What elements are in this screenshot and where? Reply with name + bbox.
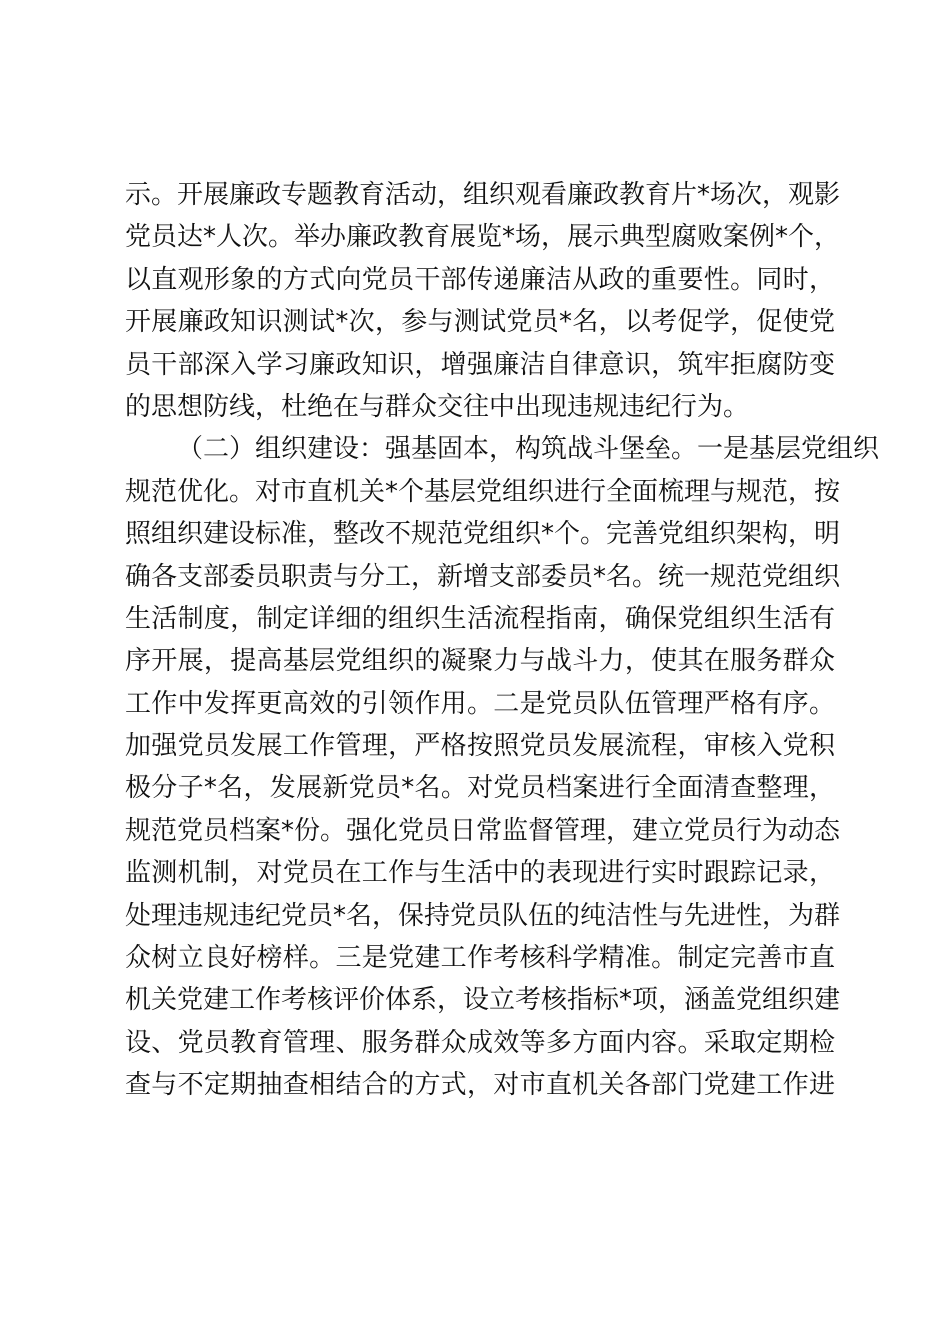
paragraph2-line-10: 规范党员档案*份。强化党员日常监督管理，建立党员行为动态 — [125, 815, 841, 846]
paragraph1-line-6: 的思想防线，杜绝在与群众交往中出现违规违纪行为。 — [125, 391, 750, 422]
paragraph2-line-9: 极分子*名，发展新党员*名。对党员档案进行全面清查整理， — [125, 773, 835, 804]
paragraph2-line-2: 规范优化。对市直机关*个基层党组织进行全面梳理与规范，按 — [125, 476, 841, 507]
paragraph1-line-4: 开展廉政知识测试*次，参与测试党员*名，以考促学，促使党 — [125, 307, 835, 338]
paragraph2-line-13: 众树立良好榜样。三是党建工作考核科学精准。制定完善市直 — [125, 943, 835, 974]
paragraph2-line-7: 工作中发挥更高效的引领作用。二是党员队伍管理严格有序。 — [125, 688, 835, 719]
paragraph2-line-4: 确各支部委员职责与分工，新增支部委员*名。统一规范党组织 — [125, 561, 841, 592]
paragraph1-line-5: 员干部深入学习廉政知识，增强廉洁自律意识，筑牢拒腐防变 — [125, 349, 835, 380]
paragraph1-line-3: 以直观形象的方式向党员干部传递廉洁从政的重要性。同时， — [125, 264, 835, 295]
paragraph1-line-1: 示。开展廉政专题教育活动，组织观看廉政教育片*场次，观影 — [125, 180, 841, 210]
paragraph2-line-14: 机关党建工作考核评价体系，设立考核指标*项，涵盖党组织建 — [125, 985, 841, 1016]
paragraph2-line-16: 查与不定期抽查相结合的方式，对市直机关各部门党建工作进 — [125, 1070, 835, 1101]
paragraph2-line-11: 监测机制，对党员在工作与生活中的表现进行实时跟踪记录， — [125, 858, 835, 889]
paragraph2-line-6: 序开展，提高基层党组织的凝聚力与战斗力，使其在服务群众 — [125, 646, 835, 677]
paragraph2-line-15: 设、党员教育管理、服务群众成效等多方面内容。采取定期检 — [125, 1027, 835, 1058]
paragraph2-line-3: 照组织建设标准，整改不规范党组织*个。完善党组织架构，明 — [125, 519, 841, 550]
paragraph1-line-2: 党员达*人次。举办廉政教育展览*场，展示典型腐败案例*个， — [125, 222, 841, 253]
paragraph2-line-8: 加强党员发展工作管理，严格按照党员发展流程，审核入党积 — [125, 731, 835, 762]
paragraph2-line-5: 生活制度，制定详细的组织生活流程指南，确保党组织生活有 — [125, 603, 835, 634]
document-body — [125, 174, 880, 1107]
paragraph2-line-1: （二）组织建设：强基固本，构筑战斗堡垒。一是基层党组织 — [177, 434, 880, 465]
paragraph2-line-12: 处理违规违纪党员*名，保持党员队伍的纯洁性与先进性，为群 — [125, 900, 841, 931]
